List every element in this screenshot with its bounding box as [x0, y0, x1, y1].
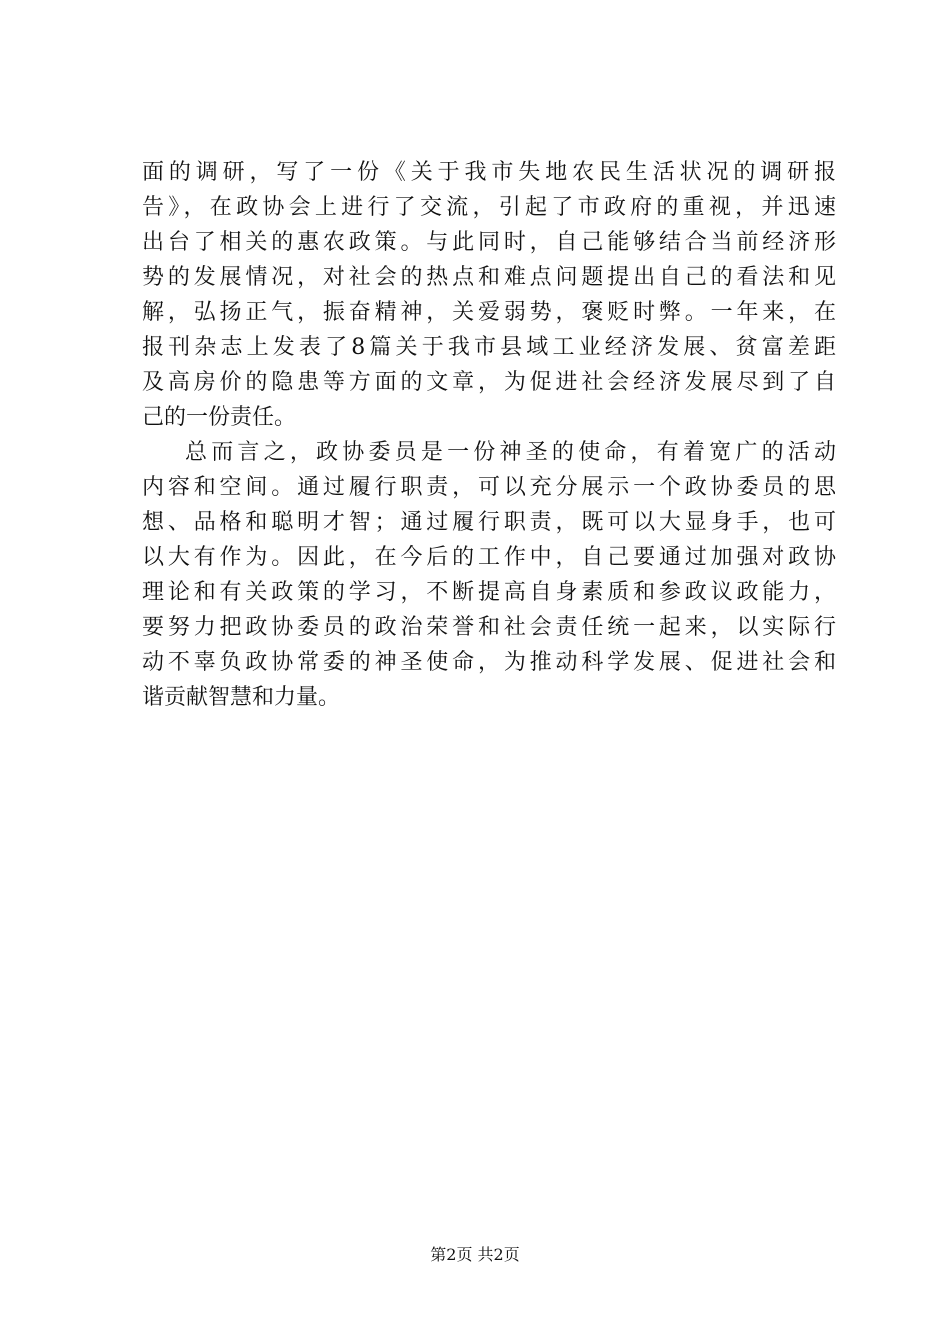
- paragraph-line: 及高房价的隐患等方面的文章，为促进社会经济发展尽到了自: [142, 370, 836, 395]
- paragraph-line: 己的一份责任。: [142, 405, 297, 430]
- paragraph-line: 以大有作为。因此，在今后的工作中，自己要通过加强对政协: [142, 545, 836, 570]
- paragraph-2: [142, 435, 836, 715]
- paragraph-line: 谐贡献智慧和力量。: [142, 685, 341, 710]
- paragraph-1: [142, 155, 836, 435]
- paragraph-line: 想、品格和聪明才智；通过履行职责，既可以大显身手，也可: [142, 510, 836, 535]
- paragraph-line: 内容和空间。通过履行职责，可以充分展示一个政协委员的思: [142, 475, 836, 500]
- paragraph-line: 告》，在政协会上进行了交流，引起了市政府的重视，并迅速: [142, 195, 836, 220]
- page-number-footer: 第2页 共2页: [430, 1245, 520, 1264]
- paragraph-line: 出台了相关的惠农政策。与此同时，自己能够结合当前经济形: [142, 230, 836, 255]
- paragraph-line: 报刊杂志上发表了8篇关于我市县域工业经济发展、贫富差距: [142, 335, 836, 360]
- paragraph-line: 面的调研，写了一份《关于我市失地农民生活状况的调研报: [142, 160, 836, 185]
- paragraph-line: 解，弘扬正气，振奋精神，关爱弱势，褒贬时弊。一年来，在: [142, 300, 836, 325]
- paragraph-line: 要努力把政协委员的政治荣誉和社会责任统一起来，以实际行: [142, 615, 836, 640]
- document-body: [142, 155, 836, 715]
- paragraph-line: 势的发展情况，对社会的热点和难点问题提出自己的看法和见: [142, 265, 836, 290]
- paragraph-line: 总而言之，政协委员是一份神圣的使命，有着宽广的活动: [185, 440, 836, 465]
- paragraph-line: 动不辜负政协常委的神圣使命，为推动科学发展、促进社会和: [142, 650, 836, 675]
- paragraph-line: 理论和有关政策的学习，不断提高自身素质和参政议政能力，: [142, 580, 836, 605]
